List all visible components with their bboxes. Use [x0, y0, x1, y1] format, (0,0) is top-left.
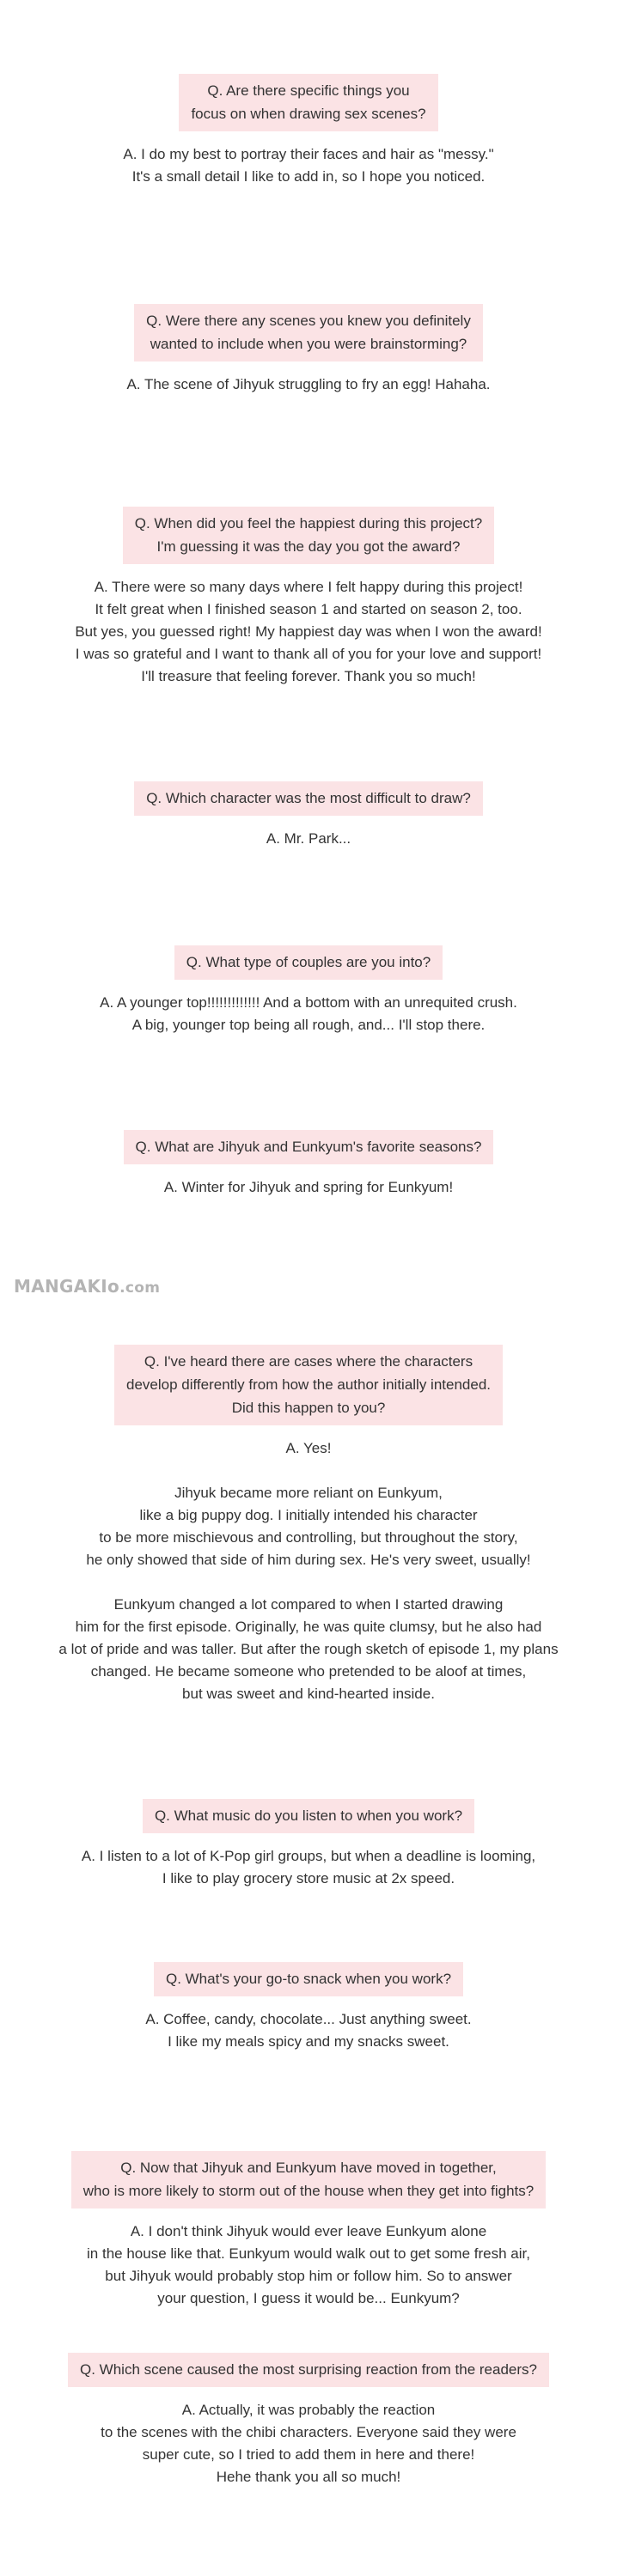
question-line: Q. Which character was the most difficult to draw? [146, 790, 471, 806]
question-line: Q. Which scene caused the most surprising reaction from the readers? [80, 2361, 537, 2378]
qa-block [0, 507, 617, 688]
answer-paragraph [0, 374, 617, 396]
qa-block [0, 2151, 617, 2310]
answer-line: A. Actually, it was probably the reaction [181, 2402, 436, 2418]
qa-block [0, 304, 617, 396]
question-line: wanted to include when you were brainstorming? [150, 336, 467, 352]
answer-line: I like to play grocery store music at 2x speed. [162, 1870, 455, 1886]
answer-paragraph [0, 992, 617, 1036]
question-box [174, 945, 443, 980]
answer-line: A. I do my best to portray their faces and hair as "messy." [123, 146, 494, 162]
answer-text [0, 992, 617, 1036]
qa-block [0, 74, 617, 188]
answer-paragraph [0, 1176, 617, 1199]
answer-line: I'll treasure that feeling forever. Thank you so much! [141, 668, 476, 684]
answer-line: super cute, so I tried to add them in here and there! [142, 2446, 475, 2463]
question-box [68, 2353, 549, 2387]
question-box [143, 1799, 474, 1833]
answer-text [0, 2399, 617, 2488]
answer-line: changed. He became someone who pretended to be aloof at times, [90, 1663, 527, 1680]
answer-line: Hehe thank you all so much! [216, 2469, 401, 2485]
answer-line: A. I don't think Jihyuk would ever leave Eunkyum alone [130, 2223, 487, 2239]
question-line: Q. What's your go-to snack when you work? [165, 1971, 452, 1987]
watermark-domain: .com [119, 1279, 161, 1297]
answer-text [0, 374, 617, 396]
answer-line: but was sweet and kind-hearted inside. [182, 1686, 435, 1702]
question-line: who is more likely to storm out of the house when they get into fights? [82, 2183, 535, 2199]
answer-line: A. A younger top!!!!!!!!!!!!! And a bottom with an unrequited crush. [100, 994, 517, 1011]
watermark-brand: MANGAKIo [14, 1276, 120, 1297]
question-box [114, 1345, 503, 1425]
question-box [134, 304, 483, 361]
answer-line: I was so grateful and I want to thank all of you for your love and support! [75, 646, 542, 662]
answer-line: It's a small detail I like to add in, so I hope you noticed. [131, 168, 486, 185]
answer-line: Eunkyum changed a lot compared to when I started drawing [113, 1596, 504, 1613]
answer-line: A. There were so many days where I felt happy during this project! [94, 579, 523, 595]
qa-block [0, 1962, 617, 2053]
answer-line: I like my meals spicy and my snacks sweet. [168, 2033, 449, 2050]
answer-line: But yes, you guessed right! My happiest day was when I won the award! [75, 623, 542, 640]
answer-line: A. Coffee, candy, chocolate... Just anything sweet. [145, 2011, 472, 2027]
question-box [134, 781, 483, 816]
answer-line: It felt great when I finished season 1 and started on season 2, too. [95, 601, 522, 617]
question-line: Q. What music do you listen to when you work? [154, 1807, 463, 1824]
answer-text [0, 1845, 617, 1890]
answer-paragraph [0, 576, 617, 688]
answer-text [0, 1437, 617, 1705]
question-line: I'm guessing it was the day you got the award? [156, 538, 461, 555]
answer-text [0, 2008, 617, 2053]
answer-line: A. I listen to a lot of K-Pop girl groups, but when a deadline is looming, [81, 1848, 536, 1864]
answer-line: your question, I guess it would be... Eunkyum? [157, 2290, 460, 2306]
question-box [71, 2151, 546, 2208]
answer-text [0, 143, 617, 188]
question-line: Q. Were there any scenes you knew you definitely [146, 313, 471, 329]
answer-line: A. The scene of Jihyuk struggling to fry an egg! Hahaha. [126, 376, 491, 392]
question-box [123, 507, 494, 564]
question-line: Q. What type of couples are you into? [186, 954, 431, 970]
answer-line: Jihyuk became more reliant on Eunkyum, [174, 1485, 443, 1501]
answer-line: like a big puppy dog. I initially intended his character [139, 1507, 478, 1523]
answer-paragraph [0, 828, 617, 850]
answer-line: A big, younger top being all rough, and... I'll stop there. [131, 1017, 486, 1033]
answer-line: to be more mischievous and controlling, but throughout the story, [99, 1529, 518, 1546]
question-line: Did this happen to you? [231, 1400, 386, 1416]
qa-block [0, 945, 617, 1036]
answer-text [0, 1176, 617, 1199]
answer-text [0, 828, 617, 850]
answer-line: A. Winter for Jihyuk and spring for Eunkyum! [163, 1179, 454, 1195]
answer-paragraph [0, 143, 617, 188]
answer-line: him for the first episode. Originally, he was quite clumsy, but he also had [75, 1619, 542, 1635]
question-line: Q. Now that Jihyuk and Eunkyum have moved in together, [120, 2160, 497, 2176]
question-line: Q. I've heard there are cases where the characters [144, 1353, 473, 1370]
answer-text [0, 576, 617, 688]
question-line: Q. What are Jihyuk and Eunkyum's favorite seasons? [135, 1139, 482, 1155]
answer-text [0, 2221, 617, 2310]
answer-line: he only showed that side of him during sex. He's very sweet, usually! [86, 1552, 531, 1568]
qa-block [0, 1130, 617, 1199]
answer-line: in the house like that. Eunkyum would walk out to get some fresh air, [87, 2245, 530, 2262]
answer-paragraph [0, 1594, 617, 1705]
question-line: focus on when drawing sex scenes? [191, 106, 426, 122]
answer-paragraph [0, 2221, 617, 2310]
qa-block [0, 781, 617, 850]
question-line: Q. When did you feel the happiest during this project? [134, 515, 483, 532]
answer-paragraph [0, 1845, 617, 1890]
answer-paragraph [0, 2399, 617, 2488]
watermark-logo [14, 1276, 160, 1297]
answer-line: a lot of pride and was taller. But after the rough sketch of episode 1, my plans [58, 1641, 559, 1657]
question-box [124, 1130, 494, 1164]
qa-block [0, 1799, 617, 1890]
qa-block [0, 2353, 617, 2488]
answer-line: A. Yes! [285, 1440, 332, 1456]
answer-line: A. Mr. Park... [266, 830, 351, 847]
answer-line: but Jihyuk would probably stop him or follow him. So to answer [105, 2268, 512, 2284]
qa-block [0, 1345, 617, 1705]
answer-paragraph [0, 1437, 617, 1460]
answer-paragraph [0, 1482, 617, 1571]
question-box [154, 1962, 463, 1996]
answer-line: to the scenes with the chibi characters. Everyone said they were [101, 2424, 516, 2440]
question-line: develop differently from how the author initially intended. [126, 1376, 491, 1393]
question-line: Q. Are there specific things you [207, 82, 410, 99]
question-box [179, 74, 437, 131]
answer-paragraph [0, 2008, 617, 2053]
